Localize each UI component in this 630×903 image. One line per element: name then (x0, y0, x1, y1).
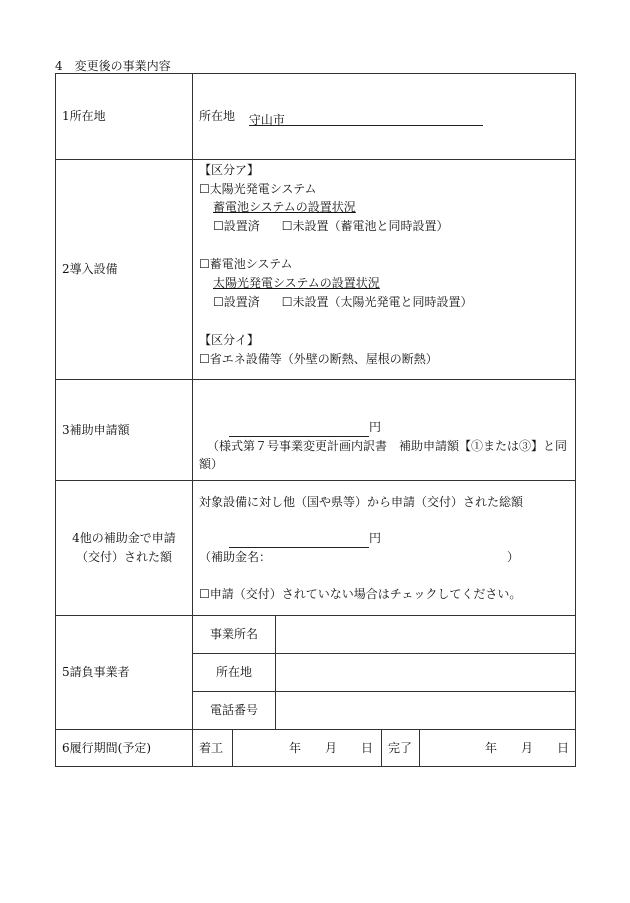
period-start-label: 着工 (193, 730, 233, 767)
contractor-address-input[interactable] (276, 654, 576, 692)
subsidy-yen: 円 (369, 420, 382, 434)
location-input[interactable]: 守山市 (249, 111, 483, 126)
period-end-label: 完了 (382, 730, 420, 767)
subsidy-amount-input[interactable] (229, 422, 369, 437)
other-subsidy-label: 4他の補助金で申請 （交付）された額 (56, 481, 193, 616)
project-details-table (55, 73, 576, 767)
no-other-subsidy-checkbox[interactable]: ☐申請（交付）されていない場合はチェックしてください。 (199, 586, 522, 601)
contractor-office-label: 事業所名 (193, 616, 276, 654)
subsidy-label: 3補助申請額 (56, 380, 193, 481)
row-other-subsidy (56, 481, 576, 616)
contractor-office-input[interactable] (276, 616, 576, 654)
period-label: 6履行期間(予定) (56, 730, 193, 767)
location-label: 1所在地 (56, 74, 193, 160)
row-equipment (56, 160, 576, 380)
energy-saving-checkbox[interactable]: ☐省エネ設備等（外壁の断熱、屋根の断熱） (199, 351, 438, 366)
other-subsidy-amount-input[interactable] (229, 533, 369, 548)
contractor-label: 5請負事業者 (56, 616, 193, 730)
subsidy-note: （様式第７号事業変更計画内訳書 補助申請額【①または③】と同額） (199, 438, 568, 472)
contractor-address-label: 所在地 (193, 654, 276, 692)
subsidy-cell (193, 380, 576, 481)
category-i-header: 【区分イ】 (199, 333, 260, 348)
battery-solar-status-heading: 太陽光発電システムの設置状況 (213, 275, 380, 290)
solar-not-installed-checkbox[interactable]: ☐未設置（蓄電池と同時設置） (281, 218, 449, 233)
location-cell (193, 74, 576, 160)
row-period (56, 730, 576, 767)
other-subsidy-cell: 対象設備に対し他（国や県等）から申請（交付）された総額 円 （補助金名： ） ☐申請（交付）されていない場合はチェックしてください。 (193, 481, 576, 616)
other-subsidy-yen: 円 (369, 531, 382, 546)
subsidy-name-field[interactable]: （補助金名： (199, 550, 272, 564)
battery-installed-checkbox[interactable]: ☐設置済 (213, 294, 260, 309)
contractor-phone-input[interactable] (276, 692, 576, 730)
solar-installed-checkbox[interactable]: ☐設置済 (213, 218, 260, 233)
location-field-label: 所在地 (199, 109, 236, 124)
contractor-phone-label: 電話番号 (193, 692, 276, 730)
battery-checkbox[interactable]: ☐蓄電池システム (199, 257, 293, 272)
period-end-date[interactable]: 年 月 日 (420, 730, 576, 767)
period-start-date[interactable]: 年 月 日 (233, 730, 382, 767)
section-heading: 4 変更後の事業内容 (55, 59, 171, 73)
other-subsidy-desc: 対象設備に対し他（国や県等）から申請（交付）された総額 (199, 494, 524, 509)
battery-not-installed-checkbox[interactable]: ☐未設置（太陽光発電と同時設置） (281, 294, 473, 309)
equipment-cell (193, 160, 576, 380)
solar-checkbox[interactable]: ☐太陽光発電システム (199, 181, 317, 196)
solar-battery-status-heading: 蓄電池システムの設置状況 (213, 200, 356, 215)
row-subsidy (56, 380, 576, 481)
equipment-label: 2導入設備 (56, 160, 193, 380)
row-contractor-office (56, 616, 576, 654)
category-a-header: 【区分ア】 (199, 163, 260, 177)
row-location (56, 74, 576, 160)
